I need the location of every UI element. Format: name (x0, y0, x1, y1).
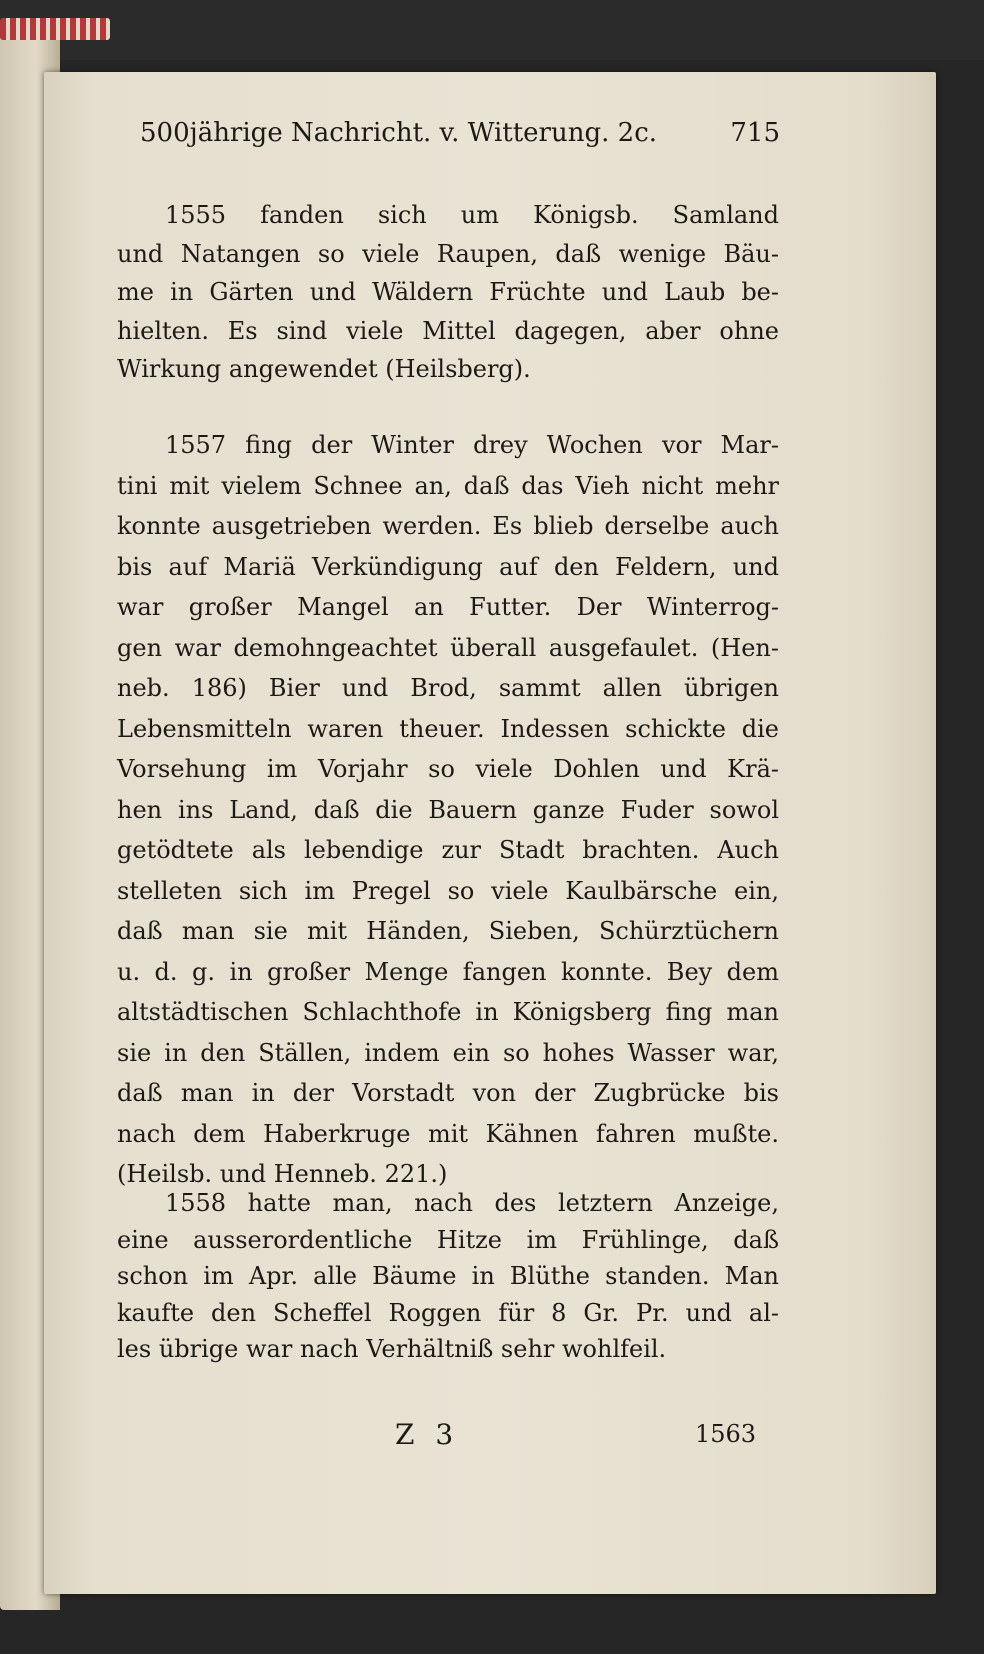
text-line: gen war demohngeachtet überall ausgefaulet. (Hen- (117, 633, 779, 662)
text-line: hen ins Land, daß die Bauern ganze Fuder sowol (117, 795, 779, 824)
running-title: 500jährige Nachricht. v. Witterung. 2c. (140, 118, 658, 148)
text-line: war großer Mangel an Futter. Der Winterrog- (117, 593, 779, 621)
page-number: 715 (730, 118, 780, 148)
text-line: 1558 hatte man, nach des letztern Anzeige, (165, 1189, 779, 1217)
text-line: stelleten sich im Pregel so viele Kaulbärsche ein, (117, 876, 779, 905)
text-line: 1557 fing der Winter drey Wochen vor Mar- (165, 431, 779, 459)
text-line: sie in den Ställen, indem ein so hohes Wasser war, (117, 1038, 779, 1067)
text-line: getödtete als lebendige zur Stadt brachten. Auch (117, 836, 779, 864)
text-line: daß man in der Vorstadt von der Zugbrücke bis (117, 1079, 779, 1107)
text-line: 1555 fanden sich um Königsb. Samland (165, 201, 779, 229)
bookmark-ribbon (0, 18, 110, 40)
text-line: les übrige war nach Verhältniß sehr wohlfeil. (117, 1335, 667, 1363)
text-line: hielten. Es sind viele Mittel dagegen, aber ohne (117, 316, 779, 345)
text-line: Lebensmitteln waren theuer. Indessen schickte die (117, 714, 779, 743)
text-line: Vorsehung im Vorjahr so viele Dohlen und Krä- (117, 755, 779, 783)
text-line: me in Gärten und Wäldern Früchte und Laub be- (117, 278, 779, 306)
text-line: tini mit vielem Schnee an, daß das Vieh nicht mehr (117, 471, 779, 500)
catchword: 1563 (695, 1420, 757, 1448)
text-line: und Natangen so viele Raupen, daß wenige Bäu- (117, 239, 779, 268)
signature-mark: Z 3 (395, 1418, 460, 1451)
text-line: Wirkung angewendet (Heilsberg). (117, 355, 531, 383)
background (0, 0, 984, 60)
running-header (140, 118, 780, 148)
text-line: kaufte den Scheffel Roggen für 8 Gr. Pr. und al- (117, 1298, 779, 1327)
text-line: nach dem Haberkruge mit Kähnen fahren mußte. (117, 1119, 779, 1148)
text-line: konnte ausgetrieben werden. Es blieb derselbe auch (117, 512, 779, 540)
text-line: schon im Apr. alle Bäume in Blüthe standen. Man (117, 1262, 779, 1290)
text-line: (Heilsb. und Henneb. 221.) (117, 1160, 448, 1188)
text-line: daß man sie mit Händen, Sieben, Schürztüchern (117, 917, 779, 945)
text-line: eine ausserordentliche Hitze im Frühlinge, daß (117, 1225, 779, 1254)
text-line: bis auf Mariä Verkündigung auf den Feldern, und (117, 552, 779, 581)
text-line: u. d. g. in großer Menge fangen konnte. Bey dem (117, 957, 779, 986)
text-line: neb. 186) Bier und Brod, sammt allen übrigen (117, 674, 779, 702)
text-line: altstädtischen Schlachthofe in Königsberg fing man (117, 998, 779, 1026)
